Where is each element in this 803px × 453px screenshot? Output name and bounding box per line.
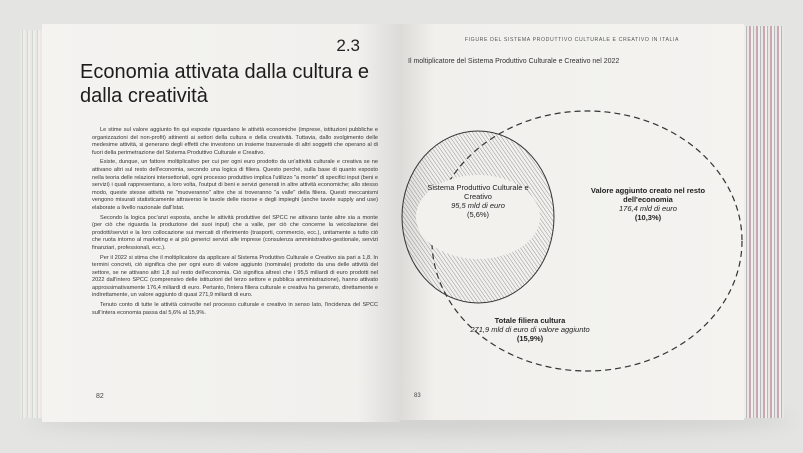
outer-value: 176,4 mld di euro <box>619 204 677 213</box>
paragraph: Secondo la logica poc'anzi esposta, anche le attività produttive del SPCC ne attivano tante altre sia a monte (per ciò che riguarda la produzione dei suoi input) che a valle, per ciò che concerne la veicolazione dei prodotti/servizi e la loro collocazione sui mercati di riferimento (trasporti, commercio, ecc.), unitamente a tutto ciò che ruota intorno al marketing e ai più generici servizi alle imprese (consulenza amministrativo-gestionale, servizi finanziari, professionali, ecc.). <box>92 214 378 251</box>
inner-value: 95,5 mld di euro <box>451 201 505 210</box>
left-page <box>42 24 400 422</box>
total-value: 271,9 mld di euro di valore aggiunto <box>470 325 590 334</box>
paragraph: Le stime sul valore aggiunto fin qui esposte riguardano le attività economiche (imprese, istituzioni pubbliche e organizzazioni del non-profit) attinenti ai settori della cultura e della creatività. Tuttavia, dallo svolgimento delle medesime attività, si generano degli effetti che investono un insieme trasversale di altri soggetti che operano al di fuori della perimetrazione del Sistema Produttivo Culturale e Creativo. <box>92 127 378 156</box>
right-page-edges <box>742 26 784 418</box>
total-name: Totale filiera cultura <box>494 316 566 325</box>
multiplier-diagram <box>400 24 744 420</box>
paragraph: Tenuto conto di tutte le attività coinvolte nel processo culturale e creativo in senso lato, l'incidenza del SPCC sull'intera economia passa dal 5,6% al 15,9%. <box>92 302 378 316</box>
outer-label <box>574 186 722 222</box>
outer-share: (10,3%) <box>634 213 662 222</box>
total-label <box>440 316 620 343</box>
page-number-right: 83 <box>414 393 421 399</box>
right-page <box>400 24 744 420</box>
inner-label <box>418 183 538 219</box>
inner-share: (5,6%) <box>466 210 490 219</box>
page-number-left: 82 <box>96 393 104 400</box>
section-number: 2.3 <box>336 36 360 55</box>
figure-title: Il moltiplicatore del Sistema Produttivo Culturale e Creativo nel 2022 <box>408 58 620 65</box>
running-header: FIGURE DEL SISTEMA PRODUTTIVO CULTURALE E CREATIVO IN ITALIA <box>464 37 680 43</box>
outer-name: Valore aggiunto creato nel resto dell'economia <box>590 186 706 204</box>
left-page-edges <box>20 30 44 418</box>
body-text <box>92 127 378 319</box>
inner-name: Sistema Produttivo Culturale e Creativo <box>427 183 529 201</box>
page-title: Economia attivata dalla cultura e dalla creatività <box>80 61 370 107</box>
paragraph: Per il 2022 si stima che il moltiplicatore da applicare al Sistema Produttivo Culturale e Creativo sia pari a 1,8. In termini concreti, ciò significa che per ogni euro di valore aggiunto (nominale) prodotto da una delle attività del settore, se ne attivano altri 1,8 sul resto dell'economia. Ciò significa altresì che i 95,5 miliardi di euro prodotti nel 2022 dall'intero SPCC (comprensivo delle istituzioni del terzo settore e pubblica amministrazione), hanno attivato approssimativamente 176,4 miliardi di euro. Pertanto, l'intera filiera culturale e creativa ha generato, direttamente e indirettamente, un valore aggiunto di quasi 271,9 miliardi di euro. <box>92 254 378 299</box>
paragraph: Esiste, dunque, un fattore moltiplicativo per cui per ogni euro prodotto da un'attività culturale e creativa se ne attivano altri sul resto dell'economia, secondo una logica di filiera. Questo perché, sulla base di quanto esposto nella teoria delle relazioni intersettoriali, ogni processo produttivo implica l'utilizzo "a monte" di specifici input (beni e servizi) i quali rappresentano, a loro volta, l'output di beni e servizi generati in altre attività economiche; allo stesso modo, queste stesse attività ne "muoveranno" altre che si troveranno "a valle" della filiera. Questi meccanismi vengono misurati statisticamente attraverso le tavole delle risorse e degli impieghi (anche tavole supply and use) elaborate a livello nazionale dall'Istat. <box>92 159 378 211</box>
total-share: (15,9%) <box>516 334 544 343</box>
